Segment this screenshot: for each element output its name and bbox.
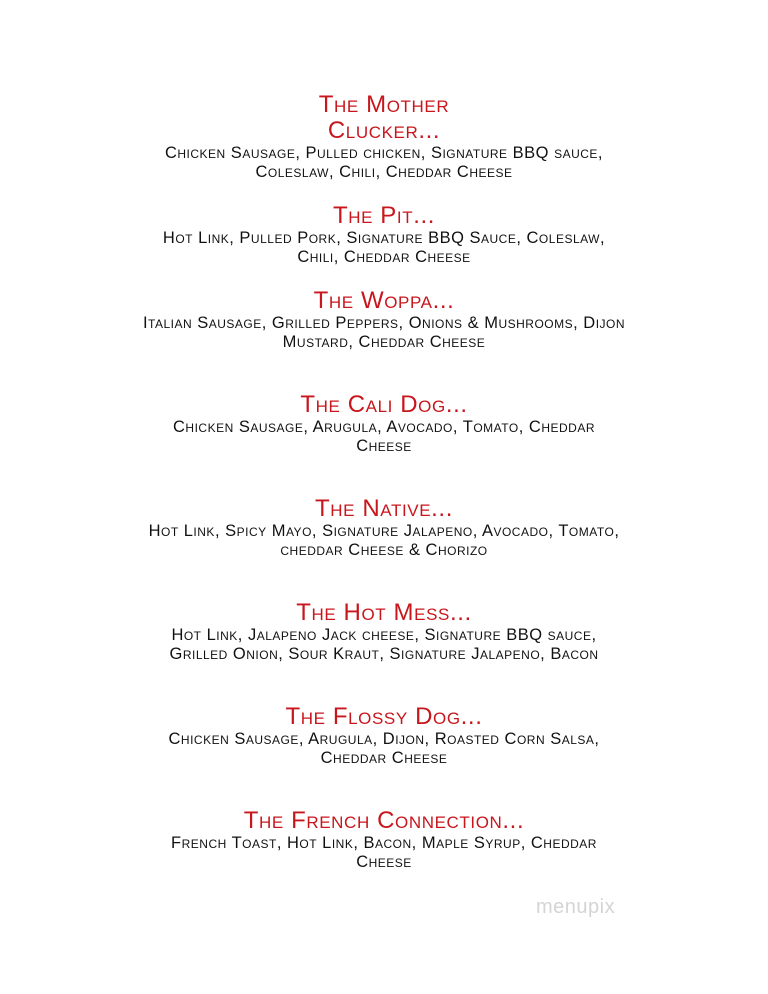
- title-line: The Pit...: [332, 202, 436, 229]
- menu-item: [0, 288, 768, 352]
- menu-item-description: [0, 229, 768, 267]
- menu-item-title: [0, 92, 768, 144]
- description-line: Hot Link, Jalapeno Jack cheese, Signature BBQ sauce,: [171, 626, 597, 644]
- title-line: The Cali Dog...: [300, 391, 468, 418]
- description-line: Coleslaw, Chili, Cheddar Cheese: [255, 163, 513, 181]
- menu-item: [0, 496, 768, 560]
- description-line: Cheddar Cheese: [320, 749, 448, 767]
- menu-item-description: [0, 522, 768, 560]
- menu-item: [0, 808, 768, 872]
- title-line: The Mother: [318, 91, 450, 118]
- description-line: Cheese: [356, 853, 412, 871]
- menu-item-title: [0, 203, 768, 229]
- description-line: Chili, Cheddar Cheese: [297, 248, 471, 266]
- title-line: The Woppa...: [313, 287, 455, 314]
- menu-item-title: [0, 808, 768, 834]
- menu-item: [0, 704, 768, 768]
- menu-item-title: [0, 496, 768, 522]
- description-line: cheddar Cheese & Chorizo: [280, 541, 488, 559]
- menu-item-description: [0, 144, 768, 182]
- menu-item: [0, 392, 768, 456]
- description-line: Italian Sausage, Grilled Peppers, Onions & Mushrooms, Dijon: [142, 314, 626, 332]
- menu-item-title: [0, 392, 768, 418]
- description-line: Hot Link, Pulled Pork, Signature BBQ Sauce, Coleslaw,: [162, 229, 606, 247]
- description-line: Cheese: [356, 437, 412, 455]
- menu-item: [0, 600, 768, 664]
- menu-item-title: [0, 600, 768, 626]
- menu-item-description: [0, 730, 768, 768]
- menupix-watermark: menupix: [536, 896, 616, 918]
- description-line: Chicken Sausage, Arugula, Dijon, Roasted Corn Salsa,: [168, 730, 600, 748]
- menu-item-title: [0, 704, 768, 730]
- title-line: The Hot Mess...: [296, 599, 472, 626]
- menu-item: [0, 203, 768, 267]
- menu-item-title: [0, 288, 768, 314]
- description-line: Mustard, Cheddar Cheese: [282, 333, 486, 351]
- menu-item: [0, 92, 768, 182]
- title-line: The Native...: [315, 495, 453, 522]
- title-line: Clucker...: [327, 117, 441, 144]
- menu-item-description: [0, 626, 768, 664]
- title-line: The French Connection...: [243, 807, 525, 834]
- menu-item-description: [0, 834, 768, 872]
- title-line: The Flossy Dog...: [285, 703, 483, 730]
- description-line: Chicken Sausage, Pulled chicken, Signature BBQ sauce,: [164, 144, 604, 162]
- description-line: French Toast, Hot Link, Bacon, Maple Syrup, Cheddar: [171, 834, 597, 852]
- description-line: Grilled Onion, Sour Kraut, Signature Jalapeno, Bacon: [169, 645, 599, 663]
- menu-item-description: [0, 314, 768, 352]
- description-line: Hot Link, Spicy Mayo, Signature Jalapeno, Avocado, Tomato,: [148, 522, 620, 540]
- description-line: Chicken Sausage, Arugula, Avocado, Tomato, Cheddar: [172, 418, 595, 436]
- menu-item-description: [0, 418, 768, 456]
